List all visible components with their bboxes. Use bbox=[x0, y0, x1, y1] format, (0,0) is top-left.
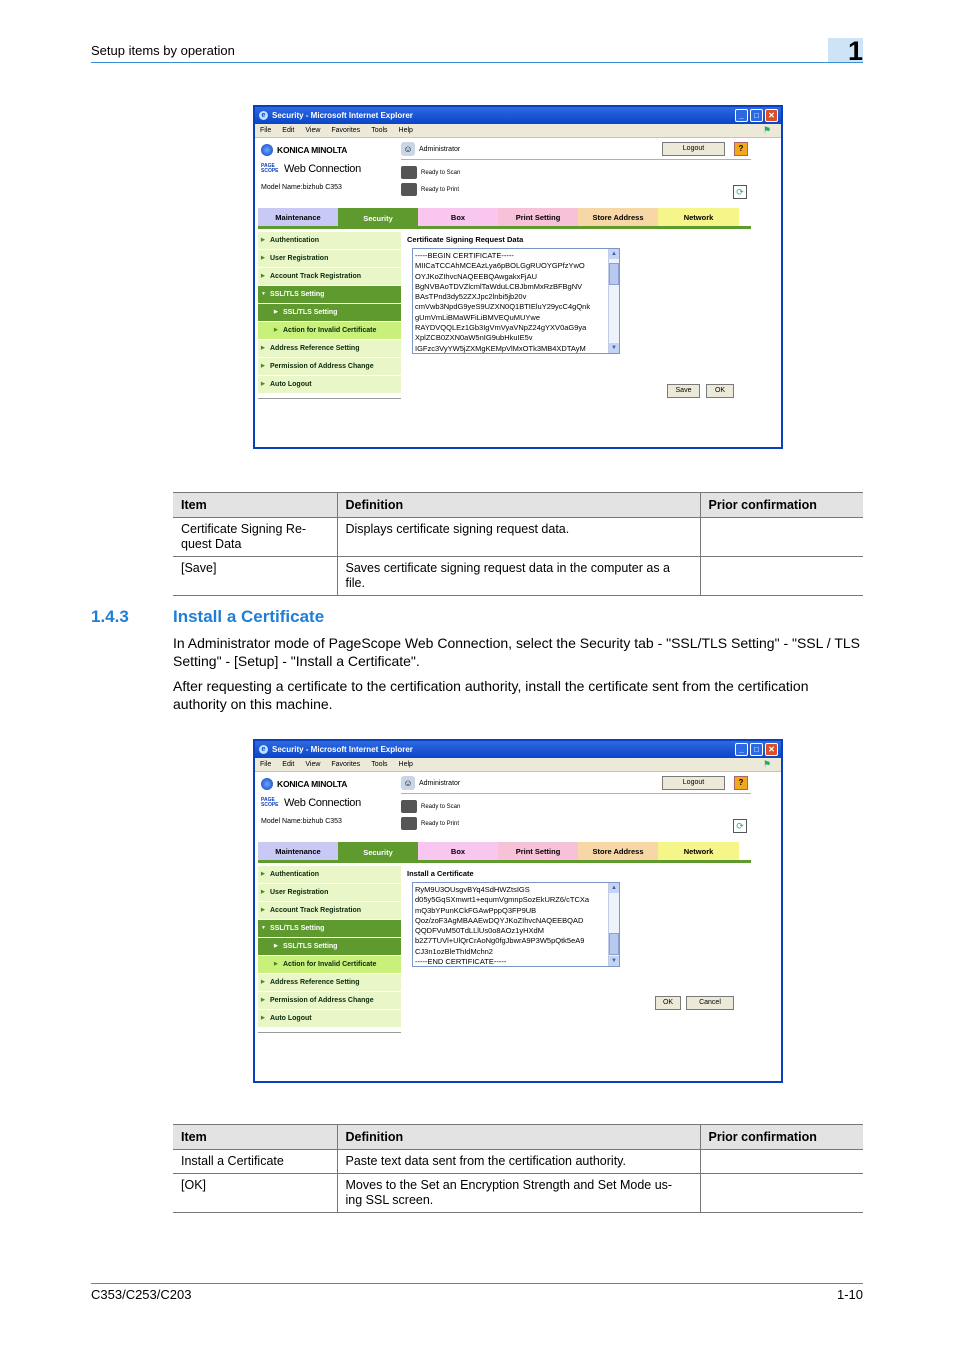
sidebar-item-ssl-tls[interactable]: ▼ SSL/TLS Setting bbox=[258, 920, 401, 938]
tab-maintenance[interactable]: Maintenance bbox=[258, 842, 338, 860]
ok-button[interactable]: OK bbox=[655, 996, 681, 1010]
pagescope-logo: PAGE SCOPE Web Connection bbox=[261, 163, 361, 175]
menu-edit[interactable]: Edit bbox=[282, 761, 295, 768]
menu-edit[interactable]: Edit bbox=[282, 127, 295, 134]
tab-box[interactable]: Box bbox=[418, 842, 498, 860]
csr-data-textarea[interactable]: -----BEGIN CERTIFICATE----- MIICaTCCAhMCEAzLya6pBOLGgRUOYGPfzYwO OYJKoZIhvcNAQEEBQAwgakxFjAU BgNVBAoTDVZlcmlTaWduLCBJbmMxRzBFBgNV BAsTPnd3dy52ZXJpc2lnbi5jb20v cmVwb3NpdG9yeS9UZXN0Q1BTIEluY29ycC4gQnk gUmVmLiBMaWFiLiBMVEQuMUYwe RAYDVQQLEz1Gb3IgVmVyaVNpZ24gYXV0aG9ya XplZCB0ZXN0aW5nIG9ubHkuIE5v IGFzc3VyYW5jZXMgKEMpVlMxOTk3MB4XDTAyM ▲ ▼ bbox=[412, 248, 620, 354]
menu-help[interactable]: Help bbox=[398, 127, 413, 134]
tab-print-setting[interactable]: Print Setting bbox=[498, 842, 578, 860]
col-header-prior: Prior confirmation bbox=[700, 1125, 863, 1150]
sidebar-subitem-invalid-cert[interactable]: ▶ Action for Invalid Certificate bbox=[258, 322, 401, 340]
browser-window-csr bbox=[253, 105, 783, 449]
paragraph-1: In Administrator mode of PageScope Web Connection, select the Security tab - "SSL/TLS Setting" - "SSL / TLS Setting" - [Setup] - "Install a Certificate". bbox=[173, 635, 861, 669]
tab-maintenance[interactable]: Maintenance bbox=[258, 208, 338, 226]
tab-network[interactable]: Network bbox=[658, 842, 739, 860]
menu-bar bbox=[255, 124, 781, 138]
model-name: Model Name:bizhub C353 bbox=[261, 184, 342, 191]
admin-indicator: ☺ Administrator bbox=[401, 142, 460, 156]
scanner-status: Ready to Scan bbox=[401, 166, 460, 179]
sidebar-subitem-ssl-tls-setting[interactable]: ▶ SSL/TLS Setting bbox=[258, 938, 401, 956]
sidebar-item-permission-address[interactable]: ▶ Permission of Address Change bbox=[258, 992, 401, 1010]
sidebar-item-account-track[interactable]: ▶ Account Track Registration bbox=[258, 902, 401, 920]
col-header-item: Item bbox=[173, 1125, 337, 1150]
menu-view[interactable]: View bbox=[305, 127, 321, 134]
textarea-scrollbar[interactable] bbox=[608, 249, 619, 353]
content-title: Install a Certificate bbox=[407, 869, 474, 878]
scroll-down-icon[interactable]: ▼ bbox=[609, 343, 619, 353]
help-button[interactable]: ? bbox=[734, 776, 748, 790]
window-title: Security - Microsoft Internet Explorer bbox=[272, 111, 413, 120]
paragraph-2: After requesting a certificate to the certification authority, install the certificate sent from the certification authority on this machine. bbox=[173, 678, 809, 712]
refresh-icon[interactable]: ⟳ bbox=[733, 819, 747, 833]
user-icon: ☺ bbox=[401, 142, 415, 156]
textarea-scrollbar[interactable] bbox=[608, 883, 619, 966]
tab-security[interactable]: Security bbox=[338, 208, 418, 229]
section-number: 1.4.3 bbox=[91, 607, 129, 626]
printer-status: Ready to Print bbox=[401, 183, 459, 196]
definition-table-1 bbox=[173, 492, 863, 596]
header-rule bbox=[91, 62, 863, 63]
menu-view[interactable]: View bbox=[305, 761, 321, 768]
sidebar-item-address-reference[interactable]: ▶ Address Reference Setting bbox=[258, 974, 401, 992]
table-row: Install a Certificate Paste text data sent from the certification authority. bbox=[173, 1150, 863, 1174]
help-button[interactable]: ? bbox=[734, 142, 748, 156]
tab-network[interactable]: Network bbox=[658, 208, 739, 226]
sidebar-item-authentication[interactable]: ▶ Authentication bbox=[258, 866, 401, 884]
pagescope-logo: PAGE SCOPE Web Connection bbox=[261, 797, 361, 809]
menu-favorites[interactable]: Favorites bbox=[331, 761, 361, 768]
maximize-button[interactable]: □ bbox=[750, 743, 763, 756]
menu-file[interactable]: File bbox=[260, 761, 272, 768]
menu-tools[interactable]: Tools bbox=[371, 127, 388, 134]
col-header-definition: Definition bbox=[337, 493, 700, 518]
windows-flag-icon: ⚑ bbox=[763, 125, 772, 135]
sidebar-item-account-track[interactable]: ▶ Account Track Registration bbox=[258, 268, 401, 286]
section-title: Install a Certificate bbox=[173, 607, 325, 626]
globe-icon bbox=[261, 778, 273, 790]
window-title: Security - Microsoft Internet Explorer bbox=[272, 745, 413, 754]
chapter-number: 1 bbox=[848, 36, 864, 66]
windows-flag-icon: ⚑ bbox=[763, 759, 772, 769]
sidebar bbox=[258, 866, 401, 1033]
page-number: 1-10 bbox=[836, 1287, 863, 1302]
sidebar-item-user-registration[interactable]: ▶ User Registration bbox=[258, 250, 401, 268]
table-row: Certificate Signing Re- quest Data Displays certificate signing request data. bbox=[173, 518, 863, 557]
sidebar-subitem-ssl-tls-setting[interactable]: ▶ SSL/TLS Setting bbox=[258, 304, 401, 322]
user-icon: ☺ bbox=[401, 776, 415, 790]
tab-print-setting[interactable]: Print Setting bbox=[498, 208, 578, 226]
scroll-up-icon[interactable]: ▲ bbox=[609, 883, 619, 893]
globe-icon bbox=[261, 144, 273, 156]
menu-tools[interactable]: Tools bbox=[371, 761, 388, 768]
tab-bar bbox=[258, 208, 751, 229]
logout-button[interactable]: Logout bbox=[662, 142, 725, 156]
tab-store-address[interactable]: Store Address bbox=[578, 208, 658, 226]
printer-status: Ready to Print bbox=[401, 817, 459, 830]
content-title: Certificate Signing Request Data bbox=[407, 235, 524, 244]
close-button[interactable]: ✕ bbox=[765, 743, 778, 756]
menu-help[interactable]: Help bbox=[398, 761, 413, 768]
sidebar-item-auto-logout[interactable]: ▶ Auto Logout bbox=[258, 376, 401, 394]
ie-icon: e bbox=[259, 111, 268, 120]
scanner-icon bbox=[401, 800, 417, 813]
certificate-textarea[interactable]: RyM9U3OUsgvBYq4SdHWZtsIGS d05y5GqSXmwrt1+equmVgmnpSozEkURZ6/cTCXa mQ3bYPunKCkFGAwPppQ3FP9UB Qoz/zoF3AgMBAAEwDQYJKoZIhvcNAQEEBQAD QQDFVuM50TdLLlUs0o8AOz1yHXdM b2Z7TUVl+UlQrCrAoNg0fgJbwrA9P3W5pQtk5eA9 CJ3n1ozBleThIdMchn2 -----END CERTIFICATE----- ▲ ▼ bbox=[412, 882, 620, 967]
col-header-item: Item bbox=[173, 493, 337, 518]
cancel-button[interactable]: Cancel bbox=[686, 996, 734, 1010]
scroll-up-icon[interactable]: ▲ bbox=[609, 249, 619, 259]
sidebar-subitem-invalid-cert[interactable]: ▶ Action for Invalid Certificate bbox=[258, 956, 401, 974]
sidebar-item-address-reference[interactable]: ▶ Address Reference Setting bbox=[258, 340, 401, 358]
admin-indicator: ☺ Administrator bbox=[401, 776, 460, 790]
tab-box[interactable]: Box bbox=[418, 208, 498, 226]
menu-file[interactable]: File bbox=[260, 127, 272, 134]
sidebar-item-auto-logout[interactable]: ▶ Auto Logout bbox=[258, 1010, 401, 1028]
save-button[interactable]: Save bbox=[667, 384, 700, 398]
running-header: Setup items by operation bbox=[91, 43, 235, 58]
sidebar-item-permission-address[interactable]: ▶ Permission of Address Change bbox=[258, 358, 401, 376]
ie-icon: e bbox=[259, 745, 268, 754]
minimize-button[interactable]: _ bbox=[735, 109, 748, 122]
menu-bar bbox=[255, 758, 781, 772]
model-name: Model Name:bizhub C353 bbox=[261, 818, 342, 825]
tab-bar bbox=[258, 842, 751, 863]
printer-icon bbox=[401, 817, 417, 830]
ok-button[interactable]: OK bbox=[706, 384, 734, 398]
col-header-prior: Prior confirmation bbox=[700, 493, 863, 518]
definition-table-2 bbox=[173, 1124, 863, 1213]
maximize-button[interactable]: □ bbox=[750, 109, 763, 122]
tab-store-address[interactable]: Store Address bbox=[578, 842, 658, 860]
scanner-status: Ready to Scan bbox=[401, 800, 460, 813]
minimize-button[interactable]: _ bbox=[735, 743, 748, 756]
menu-favorites[interactable]: Favorites bbox=[331, 127, 361, 134]
sidebar-item-user-registration[interactable]: ▶ User Registration bbox=[258, 884, 401, 902]
sidebar bbox=[258, 232, 401, 399]
tab-security[interactable]: Security bbox=[338, 842, 418, 863]
close-button[interactable]: ✕ bbox=[765, 109, 778, 122]
col-header-definition: Definition bbox=[337, 1125, 700, 1150]
footer-rule bbox=[91, 1283, 863, 1284]
konica-logo: KONICA MINOLTA bbox=[261, 144, 347, 156]
sidebar-item-ssl-tls[interactable]: ▼ SSL/TLS Setting bbox=[258, 286, 401, 304]
browser-window-install bbox=[253, 739, 783, 1083]
refresh-icon[interactable]: ⟳ bbox=[733, 185, 747, 199]
table-row: [OK] Moves to the Set an Encryption Strength and Set Mode us- ing SSL screen. bbox=[173, 1174, 863, 1213]
scanner-icon bbox=[401, 166, 417, 179]
scroll-down-icon[interactable]: ▼ bbox=[609, 956, 619, 966]
sidebar-item-authentication[interactable]: ▶ Authentication bbox=[258, 232, 401, 250]
konica-logo: KONICA MINOLTA bbox=[261, 778, 347, 790]
window-titlebar bbox=[255, 107, 781, 124]
printer-icon bbox=[401, 183, 417, 196]
window-titlebar bbox=[255, 741, 781, 758]
footer-model: C353/C253/C203 bbox=[91, 1287, 192, 1302]
logout-button[interactable]: Logout bbox=[662, 776, 725, 790]
table-row: [Save] Saves certificate signing request data in the computer as a file. bbox=[173, 557, 863, 596]
